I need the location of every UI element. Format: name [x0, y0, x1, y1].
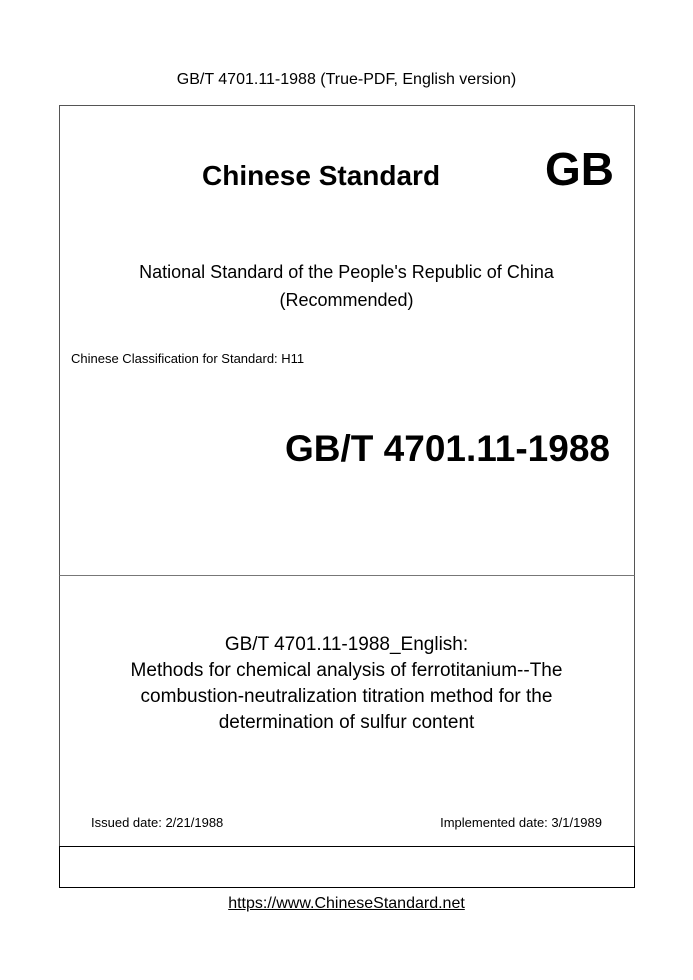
- document-title-line: determination of sulfur content: [218, 712, 475, 733]
- document-title: [0, 632, 693, 736]
- cover-heading: Chinese Standard: [202, 160, 441, 191]
- footer-link-container: [0, 894, 693, 914]
- document-title-line: combustion-neutralization titration method for the: [140, 686, 553, 707]
- page-header-caption: GB/T 4701.11-1988 (True-PDF, English version): [176, 71, 517, 88]
- title-row: [0, 143, 693, 195]
- classification-text: Chinese Classification for Standard: H11: [71, 351, 305, 366]
- website-link[interactable]: https://www.ChineseStandard.net: [228, 895, 465, 912]
- issued-date: Issued date: 2/21/1988: [91, 815, 224, 830]
- document-title-line: Methods for chemical analysis of ferrotitanium--The: [130, 660, 563, 681]
- implemented-date: Implemented date: 3/1/1989: [440, 815, 602, 830]
- cover-footer-frame: [59, 846, 635, 888]
- document-title-line: GB/T 4701.11-1988_English:: [224, 634, 469, 655]
- national-standard-line: National Standard of the People's Republic of China: [139, 262, 554, 282]
- recommended-line: (Recommended): [279, 290, 414, 310]
- gb-mark: GB: [545, 143, 614, 195]
- standard-number: GB/T 4701.11-1988: [285, 428, 610, 469]
- national-standard-block: [0, 258, 693, 314]
